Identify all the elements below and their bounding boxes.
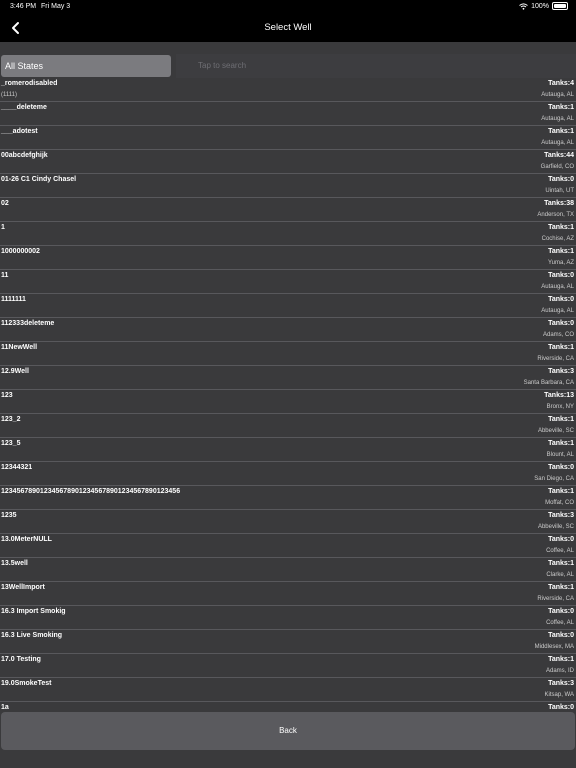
state-filter-select[interactable]: All States [1,55,171,77]
tank-count: Tanks:1 [548,440,574,447]
well-name: 1234567890123456789012345678901234567890123456 [1,488,181,495]
status-date: Fri May 3 [41,3,71,10]
well-location: Bronx, NY [546,404,574,410]
tank-count: Tanks:0 [548,632,574,639]
well-row[interactable] [0,678,576,702]
tank-count: Tanks:13 [544,392,574,399]
well-name: 16.3 Import Smokig [1,608,66,615]
well-name: 1000000002 [1,248,40,255]
tank-count: Tanks:3 [548,680,574,687]
footer [0,712,576,768]
well-location: Santa Barbara, CA [523,380,574,386]
well-row[interactable] [0,558,576,582]
well-location: Autauga, AL [541,92,574,98]
battery-icon [552,2,568,10]
well-row[interactable] [0,270,576,294]
filter-bar [0,54,576,78]
well-name: 1a [1,704,9,711]
well-location: San Diego, CA [534,476,574,482]
well-location: Clarke, AL [546,572,574,578]
well-row[interactable] [0,486,576,510]
well-location: Uintah, UT [545,188,574,194]
tank-count: Tanks:1 [548,344,574,351]
well-row[interactable] [0,198,576,222]
well-row[interactable] [0,294,576,318]
well-location: Anderson, TX [537,212,574,218]
tank-count: Tanks:0 [548,272,574,279]
well-row[interactable] [0,222,576,246]
well-location: Cochise, AZ [541,236,574,242]
well-location: Adams, ID [545,668,574,674]
well-row[interactable] [0,150,576,174]
well-name: ___adotest [1,128,38,135]
tank-count: Tanks:44 [544,152,574,159]
well-location: Riverside, CA [537,596,574,602]
well-location: Autauga, AL [541,284,574,290]
status-indicators [519,2,568,10]
tank-count: Tanks:1 [548,584,574,591]
well-name: 1 [1,224,5,231]
well-location: Garfield, CO [540,164,574,170]
tank-count: Tanks:0 [548,296,574,303]
well-location: Autauga, AL [541,308,574,314]
well-location: Autauga, AL [541,116,574,122]
well-name: 123_2 [1,416,21,423]
well-row[interactable] [0,534,576,558]
status-time: 3:46 PM [10,3,37,10]
tank-count: Tanks:0 [548,536,574,543]
well-row[interactable] [0,342,576,366]
well-name: 00abcdefghijk [1,152,48,159]
well-row[interactable] [0,126,576,150]
well-row[interactable] [0,366,576,390]
well-location: Middlesex, MA [534,644,574,650]
page-title: Select Well [264,22,312,33]
well-name: 02 [1,200,9,207]
well-row[interactable] [0,462,576,486]
back-button[interactable]: Back [1,712,575,750]
well-location: Adams, CO [542,332,574,338]
well-name: 13.5well [1,560,28,567]
battery-percent: 100% [531,2,549,10]
well-row[interactable] [0,102,576,126]
tank-count: Tanks:4 [548,80,574,87]
well-row[interactable] [0,174,576,198]
well-name: 17.0 Testing [1,656,41,663]
well-name: ____deleteme [1,104,47,111]
search-input[interactable]: Tap to search [176,54,576,78]
well-name: 11 [1,272,9,279]
well-row[interactable] [0,318,576,342]
well-name: 12344321 [1,464,33,471]
well-row[interactable] [0,438,576,462]
tank-count: Tanks:1 [548,224,574,231]
well-name: 123_5 [1,440,21,447]
status-bar [0,0,576,14]
well-row[interactable] [0,78,576,102]
tank-count: Tanks:0 [548,464,574,471]
well-location: Kitsap, WA [544,692,574,698]
well-name: 13.0MeterNULL [1,536,52,543]
tank-count: Tanks:38 [544,200,574,207]
well-row[interactable] [0,510,576,534]
well-name: 123 [1,392,13,399]
tank-count: Tanks:3 [548,368,574,375]
well-location: Blount, AL [546,452,574,458]
well-location: Autauga, AL [541,140,574,146]
wifi-icon [519,3,528,10]
well-location: Coffee, AL [546,548,574,554]
well-name: _romerodisabled [1,80,58,87]
tank-count: Tanks:1 [548,416,574,423]
well-name: 19.0SmokeTest [1,680,52,687]
well-id: (1111) [1,92,18,98]
well-name: 112333deleteme [1,320,55,327]
tank-count: Tanks:1 [548,488,574,495]
well-list[interactable] [0,78,576,712]
well-location: Abbeville, SC [537,524,574,530]
tank-count: Tanks:1 [548,248,574,255]
well-name: 13WellImport [1,584,45,591]
well-row[interactable] [0,582,576,606]
tank-count: Tanks:1 [548,104,574,111]
well-location: Moffat, CO [545,500,574,506]
navigation-bar [0,14,576,42]
well-row[interactable] [0,630,576,654]
well-row[interactable] [0,702,576,712]
tank-count: Tanks:0 [548,176,574,183]
well-location: Riverside, CA [537,356,574,362]
well-name: 1111111 [1,296,26,303]
tank-count: Tanks:3 [548,512,574,519]
well-row[interactable] [0,390,576,414]
tank-count: Tanks:1 [548,128,574,135]
well-location: Abbeville, SC [537,428,574,434]
well-name: 1235 [1,512,17,519]
well-name: 11NewWell [1,344,38,351]
well-row[interactable] [0,246,576,270]
well-row[interactable] [0,414,576,438]
tank-count: Tanks:0 [548,320,574,327]
well-row[interactable] [0,654,576,678]
well-name: 16.3 Live Smoking [1,632,63,639]
well-name: 01-26 C1 Cindy Chasel [1,176,77,183]
well-location: Yuma, AZ [547,260,574,266]
tank-count: Tanks:0 [548,704,574,711]
well-location: Coffee, AL [546,620,574,626]
tank-count: Tanks:1 [548,656,574,663]
tank-count: Tanks:0 [548,608,574,615]
tank-count: Tanks:1 [548,560,574,567]
well-name: 12.9Well [1,368,29,375]
well-row[interactable] [0,606,576,630]
